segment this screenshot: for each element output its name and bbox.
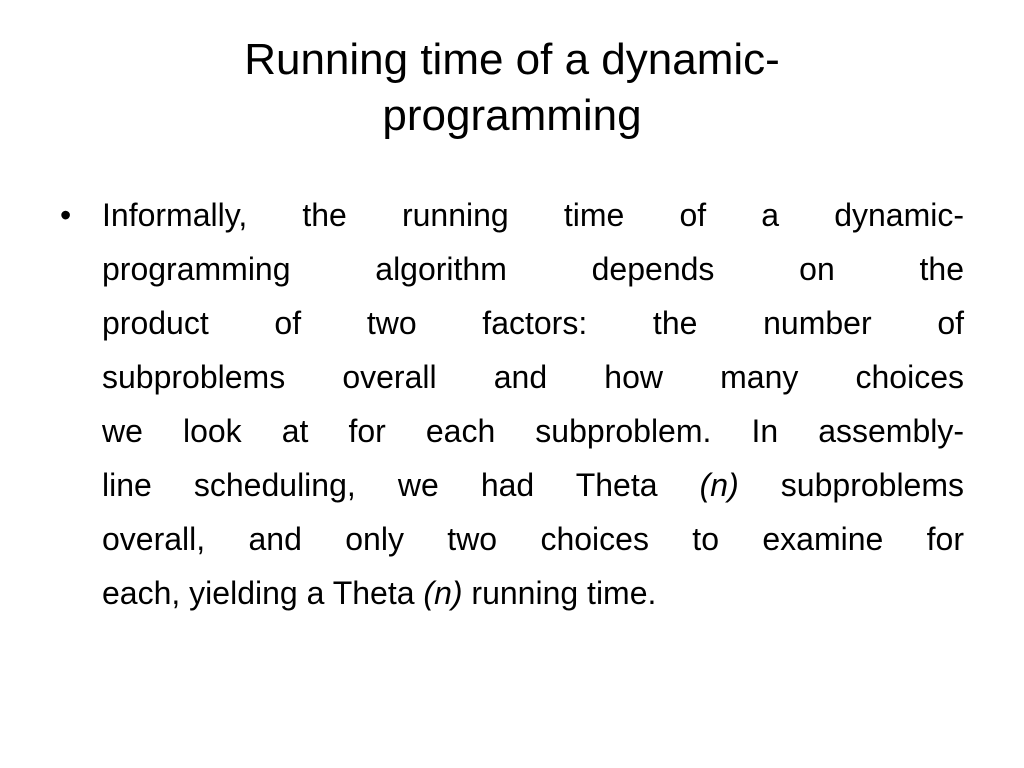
italic-text-segment: (n) [699, 467, 739, 503]
bullet-line [102, 296, 964, 350]
text-segment: subproblems [738, 467, 965, 503]
slide-title-line-2: programming [382, 91, 642, 140]
slide-title [60, 32, 964, 144]
text-segment: line scheduling, we had Theta [102, 467, 700, 503]
slide-title-line-1: Running time of a dynamic- [244, 35, 780, 84]
text-segment: subproblems overall and how many choices [102, 359, 964, 395]
text-segment: each, yielding a Theta [102, 575, 424, 611]
text-segment: we look at for each subproblem. In assembly- [102, 413, 964, 449]
text-segment: product of two factors: the number of [102, 305, 964, 341]
bullet-item [60, 188, 964, 620]
bullet-line [102, 242, 964, 296]
bullet-text [102, 188, 964, 620]
bullet-line [102, 350, 964, 404]
bullet-line [102, 512, 964, 566]
bullet-line [102, 404, 964, 458]
text-segment: programming algorithm depends on the [102, 251, 964, 287]
text-segment: running time. [462, 575, 657, 611]
bullet-line [102, 188, 964, 242]
bullet-dot-icon: • [60, 197, 72, 233]
bullet-list [60, 188, 964, 620]
text-segment: Informally, the running time of a dynamic- [102, 197, 964, 233]
italic-text-segment: (n) [423, 575, 463, 611]
bullet-line [102, 566, 964, 620]
bullet-line [102, 458, 964, 512]
text-segment: overall, and only two choices to examine for [102, 521, 964, 557]
